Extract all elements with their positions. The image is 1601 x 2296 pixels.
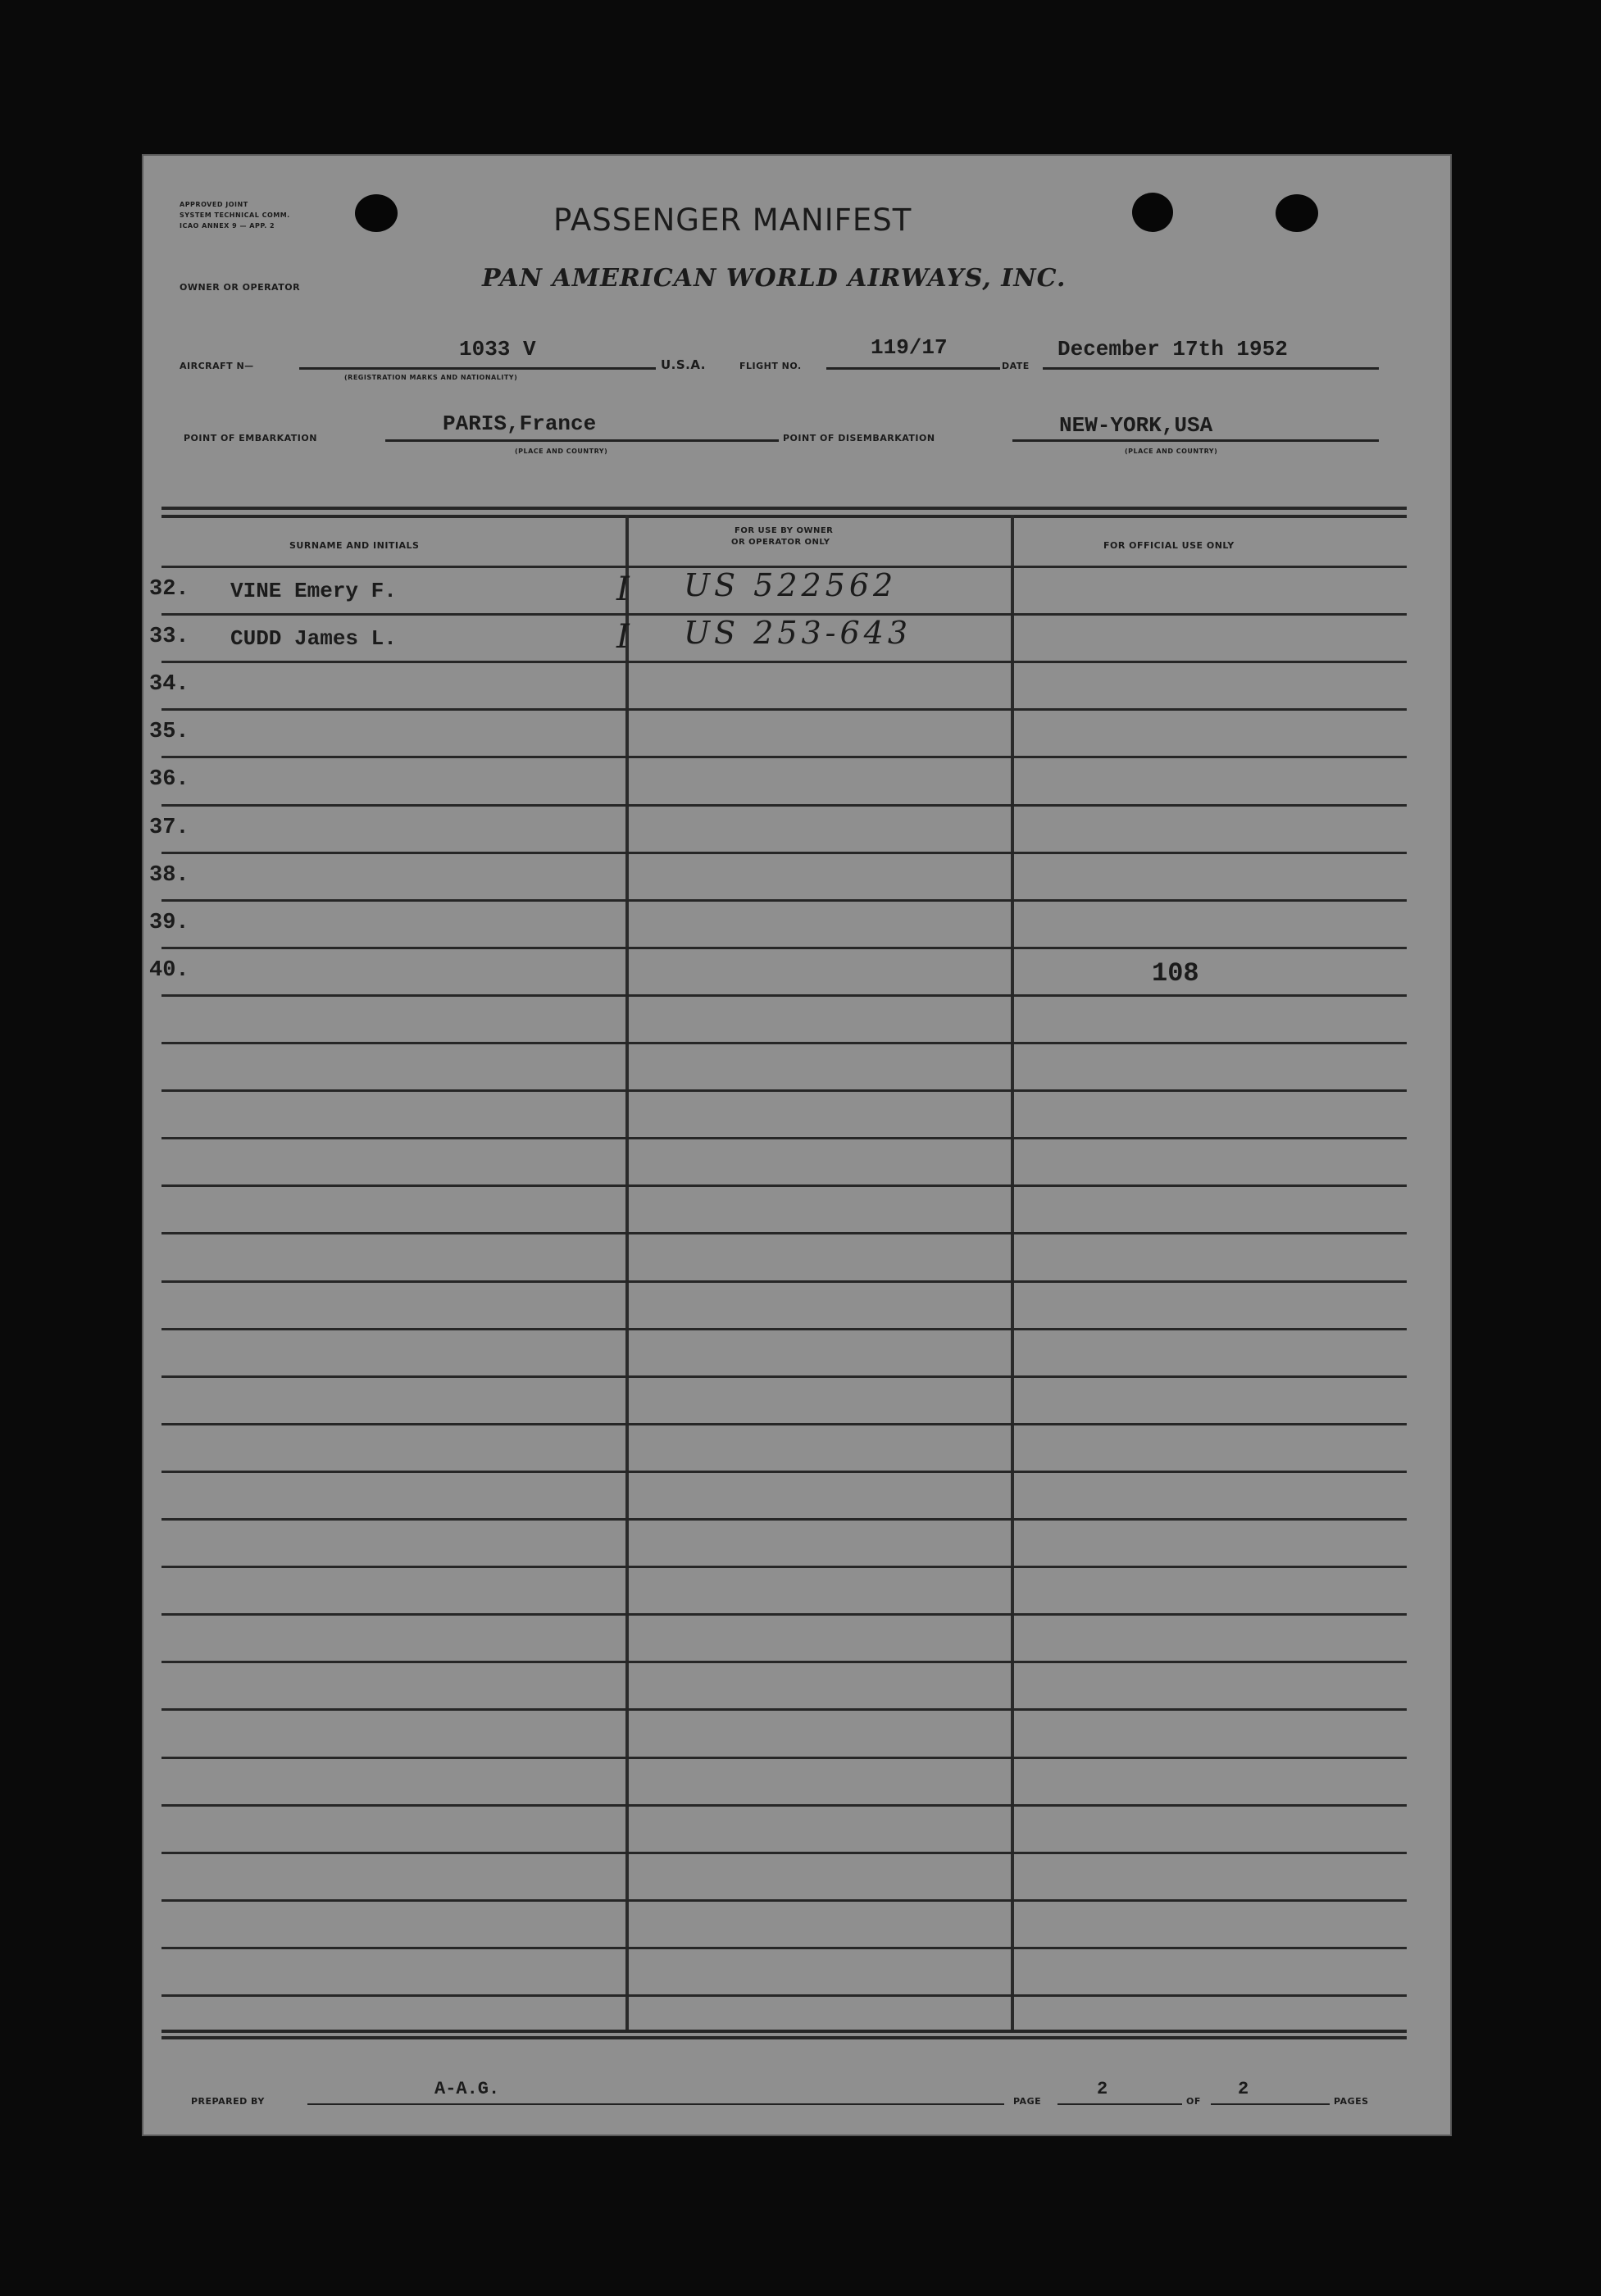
disembarkation-underline bbox=[1012, 439, 1379, 442]
embarkation-underline bbox=[385, 439, 779, 442]
disembarkation-value: NEW-YORK,USA bbox=[1059, 413, 1213, 438]
ruled-line bbox=[161, 1375, 1407, 1378]
disembarkation-caption: (PLACE AND COUNTRY) bbox=[1125, 448, 1218, 455]
ruled-line bbox=[161, 947, 1407, 949]
ruled-line bbox=[161, 994, 1407, 997]
ruled-line bbox=[161, 756, 1407, 758]
row-number: 35. bbox=[149, 720, 189, 744]
approval-line-2: SYSTEM TECHNICAL COMM. bbox=[180, 211, 290, 219]
aircraft-caption: (REGISTRATION MARKS AND NATIONALITY) bbox=[344, 374, 518, 381]
column-header-owner-line-2: OR OPERATOR ONLY bbox=[731, 538, 830, 547]
punch-hole-center-right bbox=[1132, 193, 1173, 232]
column-header-official: FOR OFFICIAL USE ONLY bbox=[1103, 540, 1235, 551]
pages-label: PAGES bbox=[1334, 2096, 1369, 2107]
ruled-line bbox=[161, 1566, 1407, 1568]
page-value: 2 bbox=[1097, 2079, 1108, 2099]
ruled-line bbox=[161, 1089, 1407, 1092]
column-header-name: SURNAME AND INITIALS bbox=[289, 540, 420, 551]
flight-label: FLIGHT NO. bbox=[739, 361, 802, 371]
table-bottom-rule-2 bbox=[161, 2036, 1407, 2039]
row-number: 33. bbox=[149, 625, 189, 649]
ruled-line bbox=[161, 1994, 1407, 1997]
passenger-name: VINE Emery F. bbox=[230, 579, 397, 603]
punch-hole-right bbox=[1276, 194, 1318, 232]
aircraft-underline bbox=[299, 367, 656, 370]
row-number: 37. bbox=[149, 816, 189, 840]
prepared-by-label: PREPARED BY bbox=[191, 2096, 265, 2107]
ruled-line bbox=[161, 1613, 1407, 1616]
ruled-line bbox=[161, 1042, 1407, 1044]
ruled-line bbox=[161, 661, 1407, 663]
ruled-line bbox=[161, 1328, 1407, 1330]
approval-line-3: ICAO ANNEX 9 — APP. 2 bbox=[180, 222, 275, 230]
ruled-line bbox=[161, 1661, 1407, 1663]
row-number: 40. bbox=[149, 958, 189, 983]
table-bottom-rule bbox=[161, 2030, 1407, 2033]
row-number: 39. bbox=[149, 911, 189, 935]
table-top-rule-2 bbox=[161, 515, 1407, 518]
owner-reference-number: US 522562 bbox=[684, 567, 898, 603]
ruled-line bbox=[161, 1804, 1407, 1807]
column-header-owner-line-1: FOR USE BY OWNER bbox=[735, 526, 834, 535]
manifest-sheet bbox=[142, 154, 1452, 2136]
ruled-line bbox=[161, 804, 1407, 807]
disembarkation-label: POINT OF DISEMBARKATION bbox=[783, 433, 935, 443]
aircraft-label: AIRCRAFT N— bbox=[180, 361, 254, 371]
company-name: PAN AMERICAN WORLD AIRWAYS, INC. bbox=[482, 264, 1067, 293]
row-number: 36. bbox=[149, 767, 189, 792]
ruled-line bbox=[161, 1137, 1407, 1139]
of-underline bbox=[1211, 2103, 1330, 2105]
date-value: December 17th 1952 bbox=[1057, 337, 1288, 361]
owner-reference-number: US 253-643 bbox=[684, 615, 912, 651]
row-number: 38. bbox=[149, 863, 189, 888]
handwritten-mark: I bbox=[616, 618, 634, 656]
ruled-line bbox=[161, 1947, 1407, 1949]
approval-line-1: APPROVED JOINT bbox=[180, 201, 248, 208]
ruled-line bbox=[161, 1184, 1407, 1187]
nationality-label: U.S.A. bbox=[661, 357, 706, 372]
flight-value: 119/17 bbox=[871, 335, 948, 360]
ruled-line bbox=[161, 1518, 1407, 1521]
row-number: 32. bbox=[149, 577, 189, 602]
ruled-line bbox=[161, 708, 1407, 711]
ruled-line bbox=[161, 852, 1407, 854]
owner-label: OWNER OR OPERATOR bbox=[180, 282, 301, 293]
punch-hole-left bbox=[355, 194, 398, 232]
aircraft-value: 1033 V bbox=[459, 337, 536, 361]
official-use-value: 108 bbox=[1152, 958, 1199, 989]
ruled-line bbox=[161, 1471, 1407, 1473]
form-title: PASSENGER MANIFEST bbox=[553, 202, 912, 238]
ruled-line bbox=[161, 1232, 1407, 1234]
ruled-line bbox=[161, 1280, 1407, 1283]
prepared-by-value: A-A.G. bbox=[434, 2079, 500, 2099]
ruled-line bbox=[161, 1757, 1407, 1759]
date-label: DATE bbox=[1002, 361, 1030, 371]
table-top-rule bbox=[161, 507, 1407, 510]
of-value: 2 bbox=[1238, 2079, 1249, 2099]
ruled-line bbox=[161, 1852, 1407, 1854]
of-label: OF bbox=[1186, 2096, 1201, 2107]
page-underline bbox=[1057, 2103, 1182, 2105]
prepared-by-underline bbox=[307, 2103, 1004, 2105]
embarkation-caption: (PLACE AND COUNTRY) bbox=[515, 448, 608, 455]
date-underline bbox=[1043, 367, 1379, 370]
page-label: PAGE bbox=[1013, 2096, 1042, 2107]
embarkation-label: POINT OF EMBARKATION bbox=[184, 433, 317, 443]
handwritten-mark: I bbox=[616, 571, 634, 608]
ruled-line bbox=[161, 1708, 1407, 1711]
ruled-line bbox=[161, 1899, 1407, 1902]
ruled-line bbox=[161, 899, 1407, 902]
flight-underline bbox=[826, 367, 1000, 370]
passenger-name: CUDD James L. bbox=[230, 626, 397, 651]
row-number: 34. bbox=[149, 672, 189, 697]
ruled-line bbox=[161, 1423, 1407, 1425]
embarkation-value: PARIS,France bbox=[443, 411, 597, 436]
